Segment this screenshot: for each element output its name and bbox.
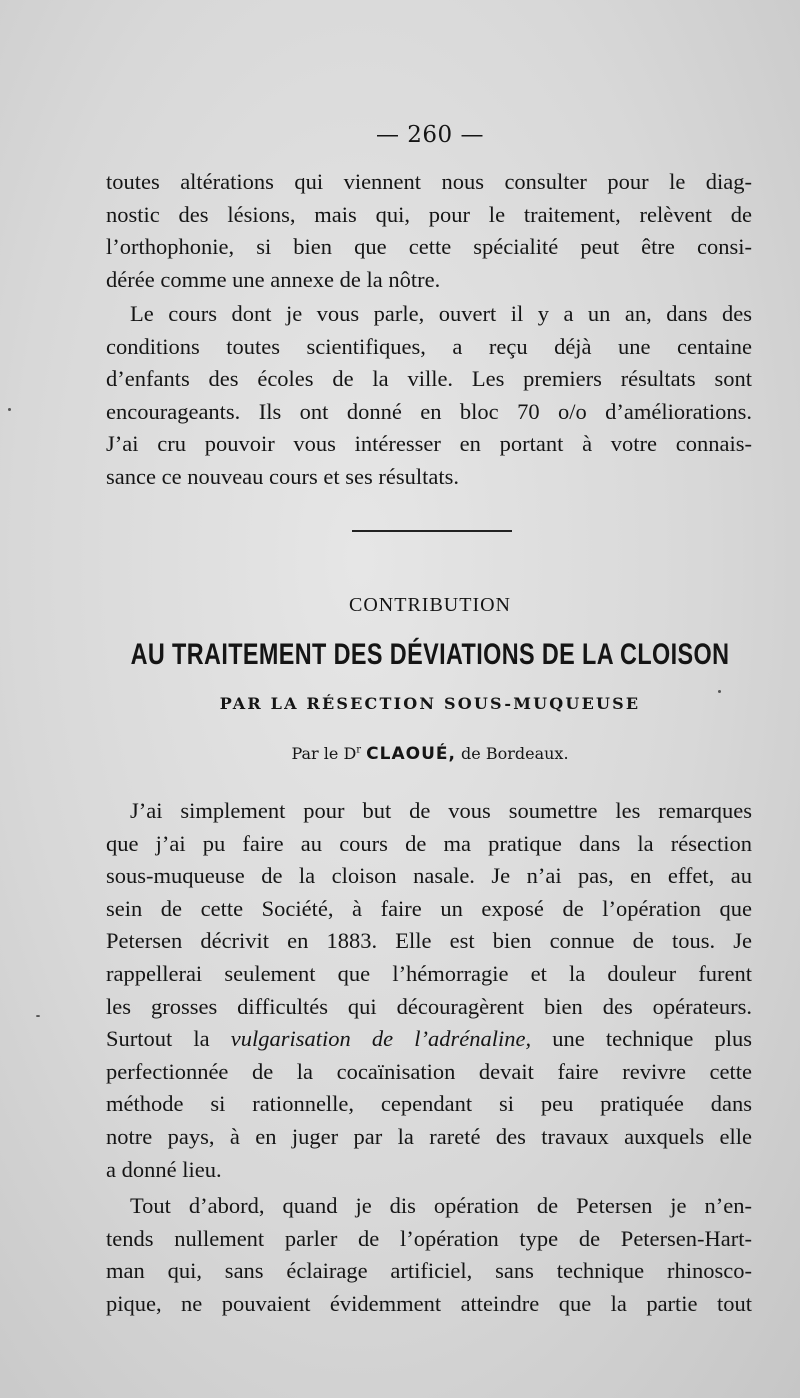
text-line: notre pays, à en juger par la rareté des travaux auxquels elle [106,1123,752,1149]
article-title: AU TRAITEMENT DES DÉVIATIONS DE LA CLOISON [130,638,730,671]
text-line [106,1023,752,1056]
byline-sup: r [356,744,362,756]
text-line: l’orthophonie, si bien que cette spécialité peut être consi- [106,234,752,260]
text-line: tends nullement parler de l’opération type de Petersen-Hart- [106,1225,752,1251]
text-line: d’enfants des écoles de la ville. Les premiers résultats sont [106,366,752,392]
text-line: Tout d’abord, quand je dis opération de Petersen je n’en- [130,1193,752,1218]
text-line: man qui, sans éclairage artificiel, sans technique rhinosco- [106,1258,752,1284]
author-name: CLAOUÉ, [366,744,456,764]
paper-speck [8,408,11,411]
text-line: sein de cette Société, à faire un exposé de l’opération que [106,895,752,921]
line-text-before: Surtout la [106,1026,231,1052]
text-line: a donné lieu. [106,1156,222,1182]
paragraph-3 [106,795,752,1186]
text-line: nostic des lésions, mais qui, pour le traitement, relèvent de [106,201,752,227]
text-line: rappellerai seulement que l’hémorragie et la douleur furent [106,960,752,986]
section-divider [352,530,512,532]
text-line: perfectionnée de la cocaïnisation devait faire revivre cette [106,1058,752,1084]
paragraph-1 [106,166,752,296]
text-line: dérée comme une annexe de la nôtre. [106,266,441,292]
byline-suffix: de Bordeaux. [455,744,569,763]
text-line: que j’ai pu faire au cours de ma pratique dans la résection [106,830,752,856]
text-line: conditions toutes scientifiques, a reçu déjà une centaine [106,333,752,359]
paper-speck [36,1015,40,1017]
line-text-after: une technique plus [531,1026,752,1052]
paragraph-4 [106,1190,752,1320]
text-line: sous-muqueuse de la cloison nasale. Je n’ai pas, en effet, au [106,863,752,889]
text-line: encourageants. Ils ont donné en bloc 70 o/o d’améliorations. [106,398,752,424]
italic-phrase: vulgarisation de l’adrénaline, [230,1026,532,1052]
text-line: Petersen décrivit en 1883. Elle est bien connue de tous. Je [106,928,752,954]
text-line: méthode si rationnelle, cependant si peu pratiquée dans [106,1091,752,1117]
paper-speck [718,690,721,693]
article-subtitle: PAR LA RÉSECTION SOUS-MUQUEUSE [219,694,641,713]
text-line: J’ai simplement pour but de vous soumettre les remarques [130,798,752,823]
text-line: J’ai cru pouvoir vous intéresser en portant à votre connais- [106,431,752,457]
author-byline [0,744,800,764]
byline-prefix: Par le D [291,744,357,763]
text-line: les grosses difficultés qui découragèrent bien des opérateurs. [106,993,752,1019]
text-line: Le cours dont je vous parle, ouvert il y a un an, dans des [130,301,752,326]
heading-contribution: CONTRIBUTION [349,594,511,616]
paragraph-2 [106,298,752,494]
text-line: sance ce nouveau cours et ses résultats. [106,463,459,489]
page-number: — 260 — [375,122,485,148]
text-line: toutes altérations qui viennent nous consulter pour le diag- [106,169,752,194]
text-line: pique, ne pouvaient évidemment atteindre que la partie tout [106,1290,752,1316]
